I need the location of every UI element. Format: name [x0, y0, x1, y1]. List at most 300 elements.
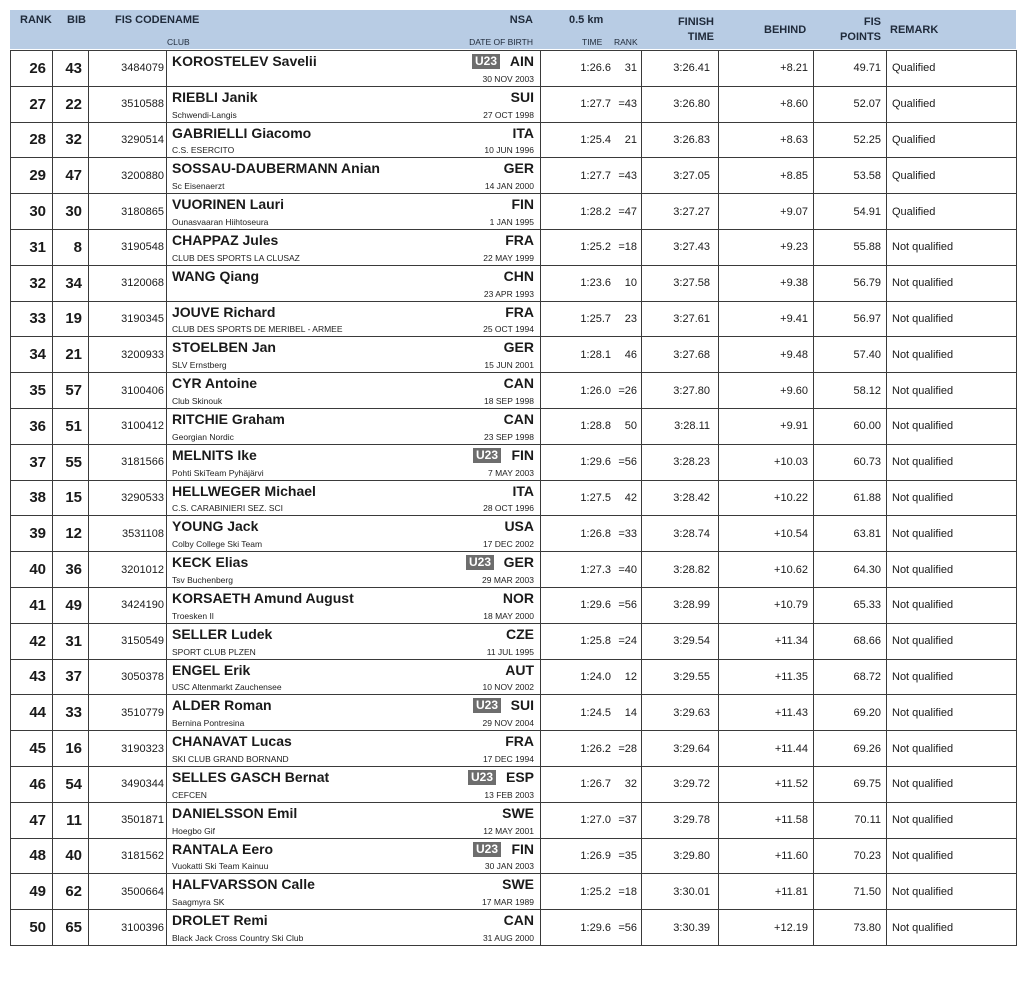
nsa-code: FRA — [505, 231, 534, 248]
result-row — [11, 301, 1017, 337]
fis-code-cell — [89, 194, 167, 230]
finish-time-cell — [642, 659, 719, 695]
athlete-name: RITCHIE Graham — [172, 410, 285, 427]
club-name: Georgian Nordic — [172, 431, 234, 442]
date-of-birth: 22 MAY 1999 — [483, 252, 534, 263]
club-name: C.S. CARABINIERI SEZ. SCI — [172, 503, 283, 514]
remark-cell — [887, 766, 1017, 802]
behind: +8.60 — [780, 98, 808, 111]
bib-cell — [53, 695, 89, 731]
fis-code-cell — [89, 766, 167, 802]
split-time: 1:26.6 — [580, 62, 611, 75]
header-bib: BIB — [67, 14, 86, 26]
athlete-name: ENGEL Erik — [172, 661, 251, 678]
finish-time: 3:26.80 — [673, 98, 710, 111]
fis-code-cell — [89, 731, 167, 767]
behind-cell — [719, 194, 814, 230]
remark: Not qualified — [892, 384, 954, 397]
date-of-birth: 10 NOV 2002 — [482, 682, 534, 693]
fis-points-cell — [814, 838, 887, 874]
fis-points-cell — [814, 122, 887, 158]
split-cell — [541, 659, 642, 695]
rank-cell — [11, 444, 53, 480]
behind-cell — [719, 158, 814, 194]
split-cell — [541, 552, 642, 588]
nsa-code: ESP — [505, 768, 534, 785]
split-time: 1:29.6 — [580, 456, 611, 469]
header-finish-line1: FINISH — [677, 16, 714, 28]
fis-points-cell — [814, 265, 887, 301]
rank: 26 — [29, 59, 46, 77]
rank: 40 — [29, 561, 46, 579]
rank: 30 — [29, 203, 46, 221]
rank-cell — [11, 86, 53, 122]
rank: 35 — [29, 382, 46, 400]
rank-cell — [11, 874, 53, 910]
rank: 45 — [29, 740, 46, 758]
rank: 49 — [29, 883, 46, 901]
fis-points: 56.97 — [853, 312, 881, 325]
name-cell — [167, 802, 541, 838]
athlete-name: KECK Elias — [172, 554, 249, 571]
athlete-name: RANTALA Eero — [172, 840, 274, 857]
finish-time-cell — [642, 874, 719, 910]
split-time: 1:27.0 — [580, 814, 611, 827]
header-split-rank: RANK — [614, 37, 638, 47]
header-fis-points-line2: POINTS — [840, 31, 881, 43]
remark: Not qualified — [892, 348, 954, 361]
bib-cell — [53, 587, 89, 623]
split-time: 1:24.5 — [580, 706, 611, 719]
athlete-name: SELLES GASCH Bernat — [172, 768, 330, 785]
fis-points-cell — [814, 659, 887, 695]
finish-time: 3:27.05 — [673, 169, 710, 182]
finish-time: 3:29.64 — [673, 742, 710, 755]
club-name: Club Skinouk — [172, 395, 223, 406]
behind-cell — [719, 731, 814, 767]
remark: Not qualified — [892, 706, 954, 719]
split-rank: 10 — [624, 277, 637, 290]
split-cell — [541, 194, 642, 230]
date-of-birth: 23 SEP 1998 — [484, 431, 534, 442]
behind-cell — [719, 480, 814, 516]
name-cell — [167, 373, 541, 409]
nsa-code: FIN — [511, 446, 534, 463]
finish-time: 3:29.72 — [673, 778, 710, 791]
remark-cell — [887, 552, 1017, 588]
finish-time: 3:28.11 — [674, 420, 710, 433]
fis-code: 3181566 — [121, 456, 164, 469]
fis-code: 3500664 — [121, 885, 164, 898]
fis-code-cell — [89, 695, 167, 731]
fis-points-cell — [814, 373, 887, 409]
split-cell — [541, 229, 642, 265]
fis-points-cell — [814, 623, 887, 659]
name-cell — [167, 444, 541, 480]
fis-points: 52.25 — [853, 133, 881, 146]
bib: 22 — [65, 95, 82, 113]
fis-points-cell — [814, 731, 887, 767]
remark: Not qualified — [892, 742, 954, 755]
finish-time-cell — [642, 623, 719, 659]
remark: Not qualified — [892, 778, 954, 791]
fis-points: 73.80 — [853, 921, 881, 934]
header-date-of-birth: DATE OF BIRTH — [469, 37, 533, 47]
split-rank: =26 — [618, 384, 637, 397]
club-name: USC Altenmarkt Zauchensee — [172, 682, 282, 693]
nsa-code: CAN — [503, 375, 534, 392]
fis-code-cell — [89, 802, 167, 838]
behind-cell — [719, 838, 814, 874]
club-name: Troesken Il — [172, 610, 214, 621]
nsa-code: SUI — [510, 697, 534, 714]
behind-cell — [719, 337, 814, 373]
fis-points: 61.88 — [853, 491, 881, 504]
club-name: CLUB DES SPORTS LA CLUSAZ — [172, 252, 300, 263]
behind: +10.79 — [774, 599, 808, 612]
behind: +10.03 — [774, 456, 808, 469]
nsa-code: USA — [504, 518, 534, 535]
behind-cell — [719, 695, 814, 731]
date-of-birth: 11 JUL 1995 — [486, 646, 534, 657]
rank: 42 — [29, 632, 46, 650]
name-cell — [167, 229, 541, 265]
date-of-birth: 17 MAR 1989 — [482, 897, 534, 908]
club-name: SPORT CLUB PLZEN — [172, 646, 256, 657]
behind-cell — [719, 444, 814, 480]
split-cell — [541, 587, 642, 623]
header-name: NAME — [167, 14, 200, 26]
header-finish-line2: TIME — [687, 31, 714, 43]
fis-code: 3501871 — [121, 814, 164, 827]
date-of-birth: 27 OCT 1998 — [483, 109, 534, 120]
fis-points: 60.73 — [853, 456, 881, 469]
behind: +9.60 — [780, 384, 808, 397]
fis-points-cell — [814, 408, 887, 444]
results-table-header — [10, 10, 1016, 49]
u23-badge: U23 — [468, 770, 496, 785]
rank-cell — [11, 158, 53, 194]
date-of-birth: 30 JAN 2003 — [484, 861, 534, 872]
fis-points: 69.20 — [853, 706, 881, 719]
fis-points-cell — [814, 552, 887, 588]
fis-points-cell — [814, 480, 887, 516]
fis-code-cell — [89, 444, 167, 480]
finish-time: 3:26.83 — [673, 133, 710, 146]
result-row — [11, 587, 1017, 623]
date-of-birth: 10 JUN 1996 — [484, 145, 534, 156]
bib-cell — [53, 373, 89, 409]
behind: +11.44 — [774, 742, 808, 755]
rank: 31 — [29, 238, 46, 256]
finish-time: 3:29.63 — [673, 706, 710, 719]
behind-cell — [719, 659, 814, 695]
bib-cell — [53, 194, 89, 230]
remark: Not qualified — [892, 885, 954, 898]
finish-time-cell — [642, 587, 719, 623]
nsa-code: CAN — [503, 410, 534, 427]
header-fis-points-line1: FIS — [863, 16, 881, 28]
club-name: Pohti SkiTeam Pyhäjärvi — [172, 467, 264, 478]
split-rank: 21 — [624, 133, 637, 146]
result-row — [11, 158, 1017, 194]
result-row — [11, 337, 1017, 373]
split-time: 1:28.8 — [580, 420, 611, 433]
finish-time: 3:26.41 — [673, 62, 710, 75]
bib: 19 — [65, 310, 82, 328]
fis-code-cell — [89, 552, 167, 588]
name-cell — [167, 301, 541, 337]
fis-code: 3190548 — [121, 241, 164, 254]
split-cell — [541, 802, 642, 838]
split-cell — [541, 516, 642, 552]
behind: +11.60 — [774, 849, 808, 862]
rank-cell — [11, 552, 53, 588]
club-name: Black Jack Cross Country Ski Club — [172, 932, 304, 943]
remark: Not qualified — [892, 277, 954, 290]
athlete-name: WANG Qiang — [172, 267, 260, 284]
fis-code-cell — [89, 122, 167, 158]
bib: 11 — [66, 811, 82, 829]
name-cell — [167, 695, 541, 731]
remark-cell — [887, 838, 1017, 874]
result-row — [11, 86, 1017, 122]
fis-points-cell — [814, 194, 887, 230]
nsa-code: GER — [503, 339, 534, 356]
remark-cell — [887, 86, 1017, 122]
rank: 29 — [29, 167, 46, 185]
fis-code: 3290514 — [121, 133, 164, 146]
rank: 48 — [29, 847, 46, 865]
behind: +8.63 — [780, 133, 808, 146]
fis-code: 3201012 — [121, 563, 164, 576]
result-row — [11, 122, 1017, 158]
split-rank: =56 — [618, 921, 637, 934]
finish-time: 3:29.55 — [673, 670, 710, 683]
athlete-name: MELNITS Ike — [172, 446, 257, 463]
fis-code-cell — [89, 910, 167, 946]
fis-code-cell — [89, 229, 167, 265]
behind-cell — [719, 516, 814, 552]
bib: 21 — [65, 346, 82, 364]
name-cell — [167, 158, 541, 194]
fis-code-cell — [89, 516, 167, 552]
athlete-name: STOELBEN Jan — [172, 339, 276, 356]
fis-code-cell — [89, 587, 167, 623]
finish-time-cell — [642, 301, 719, 337]
finish-time-cell — [642, 51, 719, 87]
remark-cell — [887, 408, 1017, 444]
fis-points: 71.50 — [853, 885, 881, 898]
fis-code: 3510779 — [121, 706, 164, 719]
rank-cell — [11, 516, 53, 552]
name-cell — [167, 86, 541, 122]
bib: 62 — [65, 883, 82, 901]
athlete-name: SELLER Ludek — [172, 625, 273, 642]
behind-cell — [719, 874, 814, 910]
date-of-birth: 25 OCT 1994 — [483, 324, 534, 335]
fis-points-cell — [814, 874, 887, 910]
result-row — [11, 802, 1017, 838]
name-cell — [167, 122, 541, 158]
finish-time: 3:29.78 — [673, 814, 710, 827]
club-name: Hoegbo Gif — [172, 825, 215, 836]
remark: Not qualified — [892, 849, 954, 862]
finish-time-cell — [642, 731, 719, 767]
finish-time-cell — [642, 838, 719, 874]
behind-cell — [719, 122, 814, 158]
club-name: SKI CLUB GRAND BORNAND — [172, 753, 289, 764]
bib-cell — [53, 158, 89, 194]
split-rank: 50 — [624, 420, 637, 433]
header-split-distance: 0.5 km — [569, 14, 604, 26]
finish-time-cell — [642, 229, 719, 265]
remark-cell — [887, 51, 1017, 87]
bib-cell — [53, 408, 89, 444]
nsa-code: ITA — [512, 124, 534, 141]
date-of-birth: 29 MAR 2003 — [482, 574, 534, 585]
bib-cell — [53, 265, 89, 301]
header-rank: RANK — [20, 14, 52, 26]
fis-code: 3100412 — [121, 420, 164, 433]
split-rank: =28 — [618, 742, 637, 755]
fis-code: 3190345 — [121, 312, 164, 325]
finish-time-cell — [642, 516, 719, 552]
fis-points-cell — [814, 158, 887, 194]
result-row — [11, 659, 1017, 695]
split-time: 1:25.7 — [580, 312, 611, 325]
remark-cell — [887, 480, 1017, 516]
split-cell — [541, 408, 642, 444]
nsa-code: CZE — [506, 625, 534, 642]
bib-cell — [53, 86, 89, 122]
split-cell — [541, 695, 642, 731]
rank-cell — [11, 659, 53, 695]
bib: 16 — [65, 740, 82, 758]
bib: 49 — [65, 596, 82, 614]
behind: +9.91 — [780, 420, 808, 433]
finish-time-cell — [642, 802, 719, 838]
remark: Not qualified — [892, 921, 954, 934]
behind-cell — [719, 51, 814, 87]
remark-cell — [887, 910, 1017, 946]
athlete-name: GABRIELLI Giacomo — [172, 124, 312, 141]
date-of-birth: 7 MAY 2003 — [488, 467, 534, 478]
fis-points-cell — [814, 766, 887, 802]
nsa-code: FIN — [511, 196, 534, 213]
finish-time: 3:27.68 — [673, 348, 710, 361]
fis-code: 3510588 — [121, 98, 164, 111]
name-cell — [167, 337, 541, 373]
fis-code-cell — [89, 86, 167, 122]
rank: 50 — [29, 919, 46, 937]
rank-cell — [11, 838, 53, 874]
split-rank: 32 — [624, 778, 637, 791]
bib: 40 — [65, 847, 82, 865]
remark-cell — [887, 659, 1017, 695]
remark-cell — [887, 122, 1017, 158]
split-time: 1:25.2 — [580, 241, 611, 254]
remark-cell — [887, 229, 1017, 265]
athlete-name: CHANAVAT Lucas — [172, 733, 292, 750]
fis-code-cell — [89, 659, 167, 695]
bib-cell — [53, 122, 89, 158]
bib: 15 — [65, 489, 82, 507]
split-time: 1:28.1 — [580, 348, 611, 361]
remark: Not qualified — [892, 670, 954, 683]
behind: +11.52 — [774, 778, 808, 791]
bib-cell — [53, 731, 89, 767]
nsa-code: AIN — [509, 53, 534, 69]
finish-time-cell — [642, 158, 719, 194]
behind-cell — [719, 86, 814, 122]
split-rank: =43 — [618, 98, 637, 111]
behind: +11.81 — [774, 885, 808, 898]
bib-cell — [53, 301, 89, 337]
athlete-name: KOROSTELEV Savelii — [172, 53, 317, 69]
athlete-name: KORSAETH Amund August — [172, 589, 354, 606]
split-cell — [541, 874, 642, 910]
split-time: 1:29.6 — [580, 921, 611, 934]
nsa-code: FRA — [505, 303, 534, 320]
remark-cell — [887, 516, 1017, 552]
athlete-name: HALFVARSSON Calle — [172, 876, 315, 893]
split-rank: =47 — [618, 205, 637, 218]
fis-code: 3100396 — [121, 921, 164, 934]
bib: 36 — [65, 561, 82, 579]
nsa-code: SWE — [502, 876, 534, 893]
split-rank: 31 — [624, 62, 637, 75]
behind: +9.23 — [780, 241, 808, 254]
bib-cell — [53, 480, 89, 516]
behind: +12.19 — [774, 921, 808, 934]
fis-code-cell — [89, 838, 167, 874]
finish-time: 3:28.99 — [673, 599, 710, 612]
fis-points: 55.88 — [853, 241, 881, 254]
header-club: CLUB — [167, 37, 190, 47]
name-cell — [167, 51, 541, 87]
result-row — [11, 874, 1017, 910]
split-time: 1:27.7 — [580, 169, 611, 182]
bib: 30 — [65, 203, 82, 221]
fis-points: 65.33 — [853, 599, 881, 612]
split-cell — [541, 51, 642, 87]
result-row — [11, 229, 1017, 265]
rank: 34 — [29, 346, 46, 364]
behind: +10.62 — [774, 563, 808, 576]
behind-cell — [719, 766, 814, 802]
nsa-code: FRA — [505, 733, 534, 750]
bib: 31 — [65, 632, 82, 650]
behind-cell — [719, 408, 814, 444]
bib: 54 — [65, 775, 82, 793]
split-time: 1:28.2 — [580, 205, 611, 218]
remark-cell — [887, 587, 1017, 623]
fis-points-cell — [814, 51, 887, 87]
fis-code: 3180865 — [121, 205, 164, 218]
bib: 12 — [65, 525, 82, 543]
finish-time: 3:27.80 — [673, 384, 710, 397]
bib-cell — [53, 51, 89, 87]
athlete-name: ALDER Roman — [172, 697, 272, 714]
result-row — [11, 552, 1017, 588]
split-cell — [541, 86, 642, 122]
fis-code: 3531108 — [121, 527, 164, 540]
fis-code-cell — [89, 265, 167, 301]
bib: 34 — [65, 274, 82, 292]
name-cell — [167, 659, 541, 695]
fis-points: 52.07 — [853, 98, 881, 111]
